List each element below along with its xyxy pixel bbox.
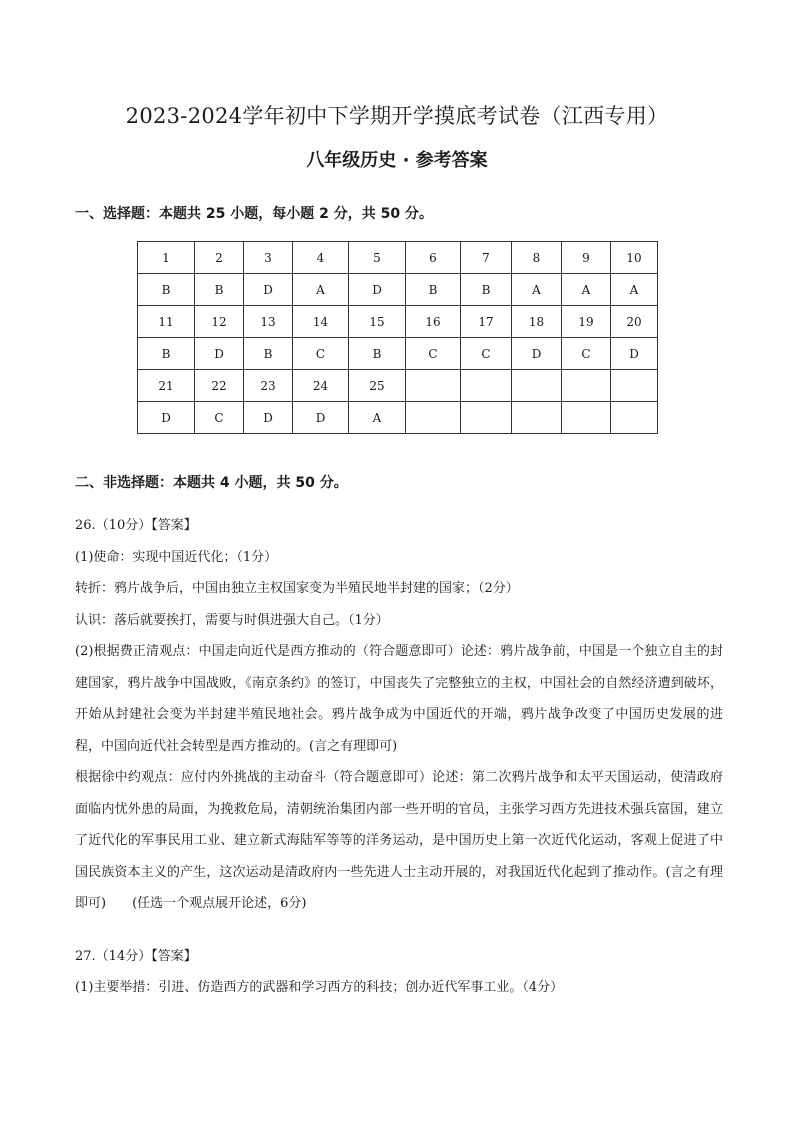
answer-row <box>138 338 658 370</box>
question-number-cell: 14 <box>293 306 349 338</box>
answer-cell: A <box>611 274 658 306</box>
answer-cell: B <box>195 274 244 306</box>
question-number-cell: 15 <box>349 306 406 338</box>
answer-cell: B <box>138 274 195 306</box>
question-number-cell: 9 <box>562 242 611 274</box>
answer-table <box>137 241 658 434</box>
question-number-cell: 8 <box>512 242 562 274</box>
question-number-cell: 17 <box>461 306 512 338</box>
question-number-row <box>138 242 658 274</box>
answer-cell <box>406 402 461 434</box>
question-number-cell <box>611 370 658 402</box>
answer-cell <box>512 402 562 434</box>
question-number-cell: 23 <box>244 370 293 402</box>
answer-cell: D <box>512 338 562 370</box>
question-number-cell: 4 <box>293 242 349 274</box>
answer-content <box>75 510 723 1004</box>
question-number-cell <box>562 370 611 402</box>
question-number-cell: 6 <box>406 242 461 274</box>
question-number-row <box>138 306 658 338</box>
answer-cell: C <box>461 338 512 370</box>
question-27-part1: (1)主要举措：引进、仿造西方的武器和学习西方的科技；创办近代军事工业。（4分） <box>75 980 564 995</box>
answer-cell: D <box>611 338 658 370</box>
answer-cell: A <box>293 274 349 306</box>
answer-cell <box>562 402 611 434</box>
answer-cell: A <box>512 274 562 306</box>
answer-cell: C <box>562 338 611 370</box>
answer-cell: D <box>349 274 406 306</box>
answer-row <box>138 274 658 306</box>
question-26-understanding: 认识：落后就要挨打，需要与时俱进强大自己。（1分） <box>75 612 389 628</box>
question-number-cell: 18 <box>512 306 562 338</box>
answer-cell: B <box>244 338 293 370</box>
answer-cell <box>611 402 658 434</box>
page-subtitle: 八年级历史 · 参考答案 <box>306 150 488 171</box>
answer-cell <box>461 402 512 434</box>
answer-cell: A <box>562 274 611 306</box>
answer-cell: B <box>406 274 461 306</box>
answer-table-body <box>138 242 658 434</box>
question-number-cell <box>461 370 512 402</box>
answer-cell: D <box>195 338 244 370</box>
section-heading-nonchoice: 二、非选择题：本题共 4 小题，共 50 分。 <box>75 475 348 491</box>
question-number-cell: 24 <box>293 370 349 402</box>
answer-cell: A <box>349 402 406 434</box>
answer-cell: C <box>406 338 461 370</box>
answer-cell: B <box>461 274 512 306</box>
answer-cell: C <box>195 402 244 434</box>
answer-cell: B <box>138 338 195 370</box>
question-26-heading: 26.（10分）【答案】 <box>75 518 197 533</box>
question-number-cell: 25 <box>349 370 406 402</box>
answer-row <box>138 402 658 434</box>
answer-cell: D <box>244 274 293 306</box>
question-number-cell: 11 <box>138 306 195 338</box>
answer-cell: C <box>293 338 349 370</box>
question-number-cell: 22 <box>195 370 244 402</box>
answer-cell: B <box>349 338 406 370</box>
question-26-part2-hsu: 根据徐中约观点：应付内外挑战的主动奋斗（符合题意即可）论述：第二次鸦片战争和太平天国运动，使清政府面临内忧外患的局面，为挽救危局，清朝统治集团内部一些开明的官员，主张学习西方先进技术强兵富国，建立了近代化的军事民用工业、建立新式海陆军等等的洋务运动，是中国历史上第一次近代化运动，客观上促进了中国民族资本主义的产生，这次运动是清政府内一些先进人士主动开展的，对我国近代化起到了推动作。(言之有理即可) (任选一个观点展开论述，6分) <box>75 770 723 911</box>
question-number-cell: 1 <box>138 242 195 274</box>
question-number-cell: 19 <box>562 306 611 338</box>
page-title: 2023-2024学年初中下学期开学摸底考试卷（江西专用） <box>125 104 669 128</box>
spacer <box>75 920 723 941</box>
question-number-cell: 2 <box>195 242 244 274</box>
question-number-cell: 10 <box>611 242 658 274</box>
question-number-cell: 7 <box>461 242 512 274</box>
question-number-cell <box>512 370 562 402</box>
answer-cell: D <box>138 402 195 434</box>
question-number-cell: 16 <box>406 306 461 338</box>
question-number-cell: 20 <box>611 306 658 338</box>
question-26-part1: (1)使命：实现中国近代化；（1分） <box>75 549 278 565</box>
question-number-row <box>138 370 658 402</box>
answer-cell: D <box>244 402 293 434</box>
question-number-cell: 21 <box>138 370 195 402</box>
answer-cell: D <box>293 402 349 434</box>
question-27-heading: 27.（14分）【答案】 <box>75 948 197 964</box>
question-26-part2-fairbank: (2)根据费正清观点：中国走向近代是西方推动的（符合题意即可）论述：鸦片战争前，中国是一个独立自主的封建国家，鸦片战争中国战败，《南京条约》的签订，中国丧失了完整独立的主权，中国社会的自然经济遭到破坏，开始从封建社会变为半封建半殖民地社会。鸦片战争成为中国近代的开端，鸦片战争改变了中国历史发展的进程，中国向近代社会转型是西方推动的。(言之有理即可) <box>75 644 723 754</box>
section-heading-choice: 一、选择题：本题共 25 小题，每小题 2 分，共 50 分。 <box>75 206 433 222</box>
question-number-cell: 5 <box>349 242 406 274</box>
question-number-cell: 12 <box>195 306 244 338</box>
question-number-cell: 13 <box>244 306 293 338</box>
question-number-cell <box>406 370 461 402</box>
question-26-turning-point: 转折：鸦片战争后，中国由独立主权国家变为半殖民地半封建的国家；（2分） <box>75 581 519 596</box>
question-number-cell: 3 <box>244 242 293 274</box>
